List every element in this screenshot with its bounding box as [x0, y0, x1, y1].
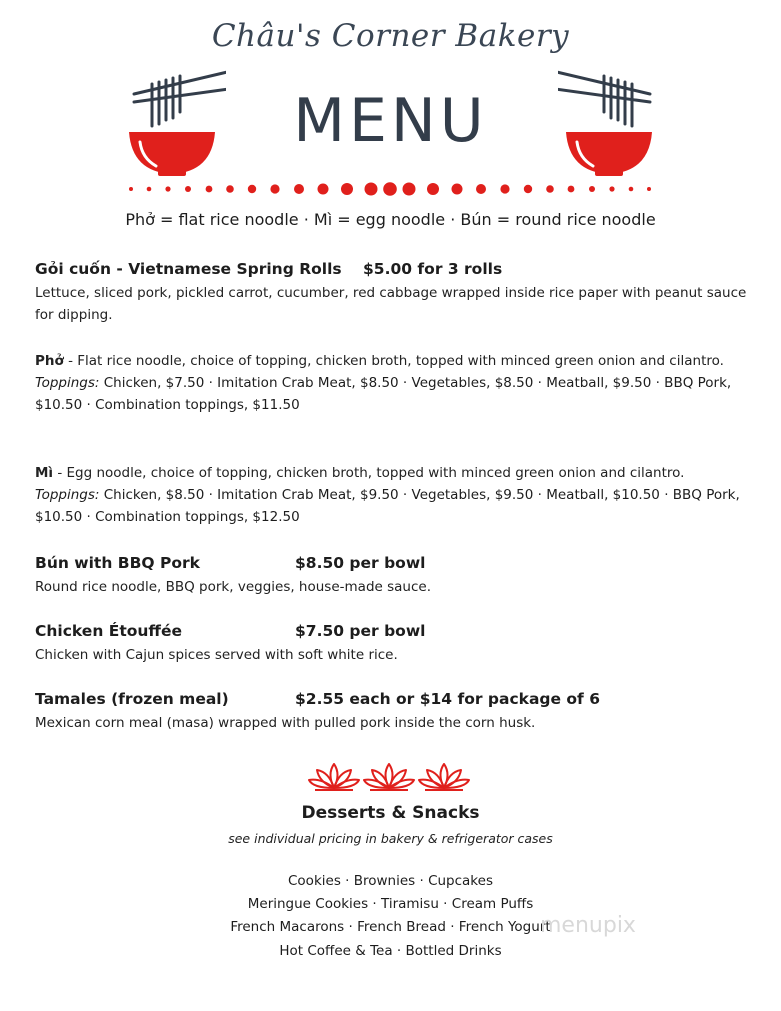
lotus-icon — [307, 760, 472, 794]
toppings-label: Toppings: — [35, 487, 100, 503]
toppings-label: Toppings: — [35, 375, 100, 391]
bakery-name: Châu's Corner Bakery — [211, 18, 570, 54]
item-description: Chicken with Cajun spices served with soft white rice. — [35, 647, 398, 663]
menu-item-tamales — [35, 690, 755, 734]
dessert-line: French Macarons · French Bread · French Yogurt — [230, 919, 551, 935]
desserts-title: Desserts & Snacks — [301, 803, 480, 823]
toppings-list: Chicken, $7.50 · Imitation Crab Meat, $8.50 · Vegetables, $8.50 · Meatball, $9.50 · BBQ Pork, $10.50 · Combination toppings, $11.50 — [35, 375, 732, 413]
menu-item-bun — [35, 554, 755, 598]
menu-item-pho — [35, 350, 755, 416]
noodle-legend: Phở = flat rice noodle · Mì = egg noodle · Bún = round rice noodle — [125, 210, 656, 229]
item-price: $2.55 each or $14 for package of 6 — [295, 690, 600, 708]
item-description: Lettuce, sliced pork, pickled carrot, cucumber, red cabbage wrapped inside rice paper with peanut sauce for dipping. — [35, 285, 747, 323]
item-description: - Flat rice noodle, choice of topping, chicken broth, topped with minced green onion and cilantro. — [63, 353, 724, 369]
item-toppings — [35, 484, 755, 528]
watermark: menupix — [540, 913, 636, 938]
item-name: Phở — [35, 353, 64, 369]
item-name: Chicken Étouffée — [35, 622, 183, 640]
dessert-line: Cookies · Brownies · Cupcakes — [288, 873, 493, 889]
item-description: - Egg noodle, choice of topping, chicken broth, topped with minced green onion and cilantro. — [53, 465, 685, 481]
desserts-subtitle: see individual pricing in bakery & refrigerator cases — [228, 831, 553, 846]
menu-item-mi — [35, 462, 755, 528]
noodle-bowl-right-icon — [558, 62, 658, 180]
toppings-list: Chicken, $8.50 · Imitation Crab Meat, $9.50 · Vegetables, $9.50 · Meatball, $10.50 · BBQ Pork, $10.50 · Combination toppings, $12.50 — [35, 487, 740, 525]
dessert-line: Hot Coffee & Tea · Bottled Drinks — [279, 943, 502, 959]
item-description: Round rice noodle, BBQ pork, veggies, house-made sauce. — [35, 579, 431, 595]
item-price: $8.50 per bowl — [295, 554, 426, 572]
menu-item-etouffee — [35, 622, 755, 666]
menu-title: MENU — [293, 86, 488, 156]
dessert-line: Meringue Cookies · Tiramisu · Cream Puffs — [247, 896, 534, 912]
item-name: Bún with BBQ Pork — [35, 554, 200, 572]
item-price: $5.00 for 3 rolls — [363, 260, 503, 278]
item-description: Mexican corn meal (masa) wrapped with pulled pork inside the corn husk. — [35, 715, 536, 731]
item-price: $7.50 per bowl — [295, 622, 426, 640]
dotted-divider — [128, 181, 653, 197]
item-name: Mì — [35, 465, 54, 481]
item-name: Gỏi cuốn - Vietnamese Spring Rolls — [35, 260, 342, 278]
item-name: Tamales (frozen meal) — [35, 690, 229, 708]
item-toppings — [35, 372, 755, 416]
menu-item-goi-cuon — [35, 260, 755, 326]
noodle-bowl-left-icon — [126, 62, 226, 180]
